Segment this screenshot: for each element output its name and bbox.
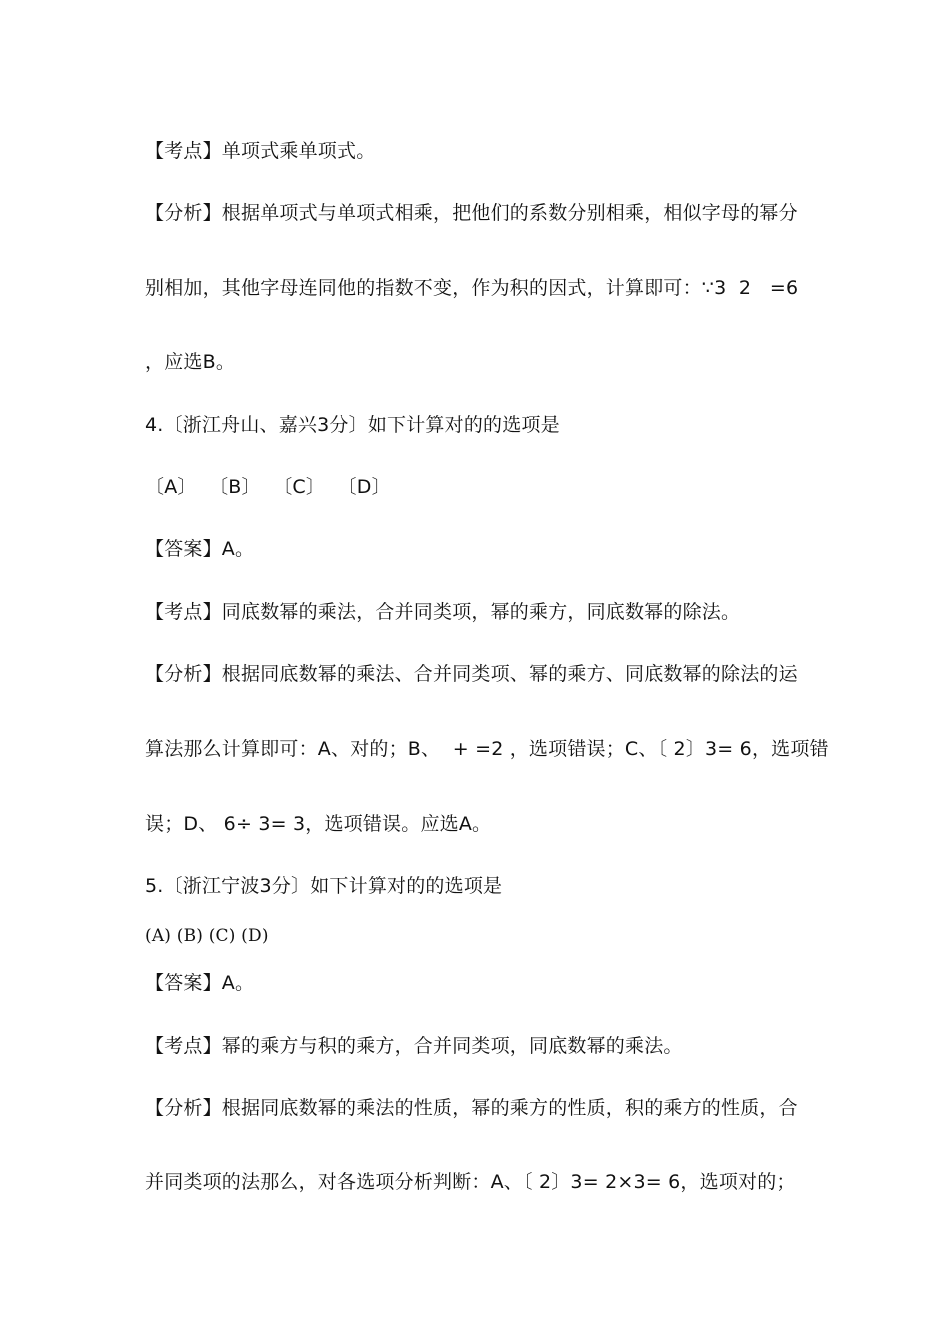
text-line-fenxi-1: 【分析】根据单项式与单项式相乘，把他们的系数分别相乘，相似字母的幂分 [145, 202, 798, 224]
question-5-kaodian: 【考点】幂的乘方与积的乘方，合并同类项，同底数幂的乘法。 [145, 1035, 683, 1057]
text-line-answer-choice-1: ，应选B。 [145, 351, 236, 373]
question-5-answer: 【答案】A。 [145, 972, 255, 994]
question-5-fenxi-cont: 并同类项的法那么，对各选项分析判断：A、〔 2〕3= 2×3= 6，选项对的； [145, 1171, 796, 1193]
question-4-fenxi-cont-1: 算法那么计算即可：A、对的；B、 + =2 ，选项错误；C、〔 2〕3= 6，选项错 [145, 738, 829, 760]
question-5-fenxi: 【分析】根据同底数幂的乘法的性质，幂的乘方的性质，积的乘方的性质，合 [145, 1097, 798, 1119]
question-4-fenxi: 【分析】根据同底数幂的乘法、合并同类项、幂的乘方、同底数幂的除法的运 [145, 663, 798, 685]
text-line-fenxi-1-cont: 别相加，其他字母连同他的指数不变，作为积的因式，计算即可：∵3 2 =6 [145, 277, 799, 299]
question-4-kaodian: 【考点】同底数幂的乘法，合并同类项，幂的乘方，同底数幂的除法。 [145, 601, 741, 623]
text-line-kaodian-1: 【考点】单项式乘单项式。 [145, 140, 376, 162]
question-4-fenxi-cont-2: 误；D、 6÷ 3= 3，选项错误。应选A。 [145, 813, 492, 835]
question-4-title: 4.〔浙江舟山、嘉兴3分〕如下计算对的的选项是 [145, 414, 560, 436]
question-5-title: 5.〔浙江宁波3分〕如下计算对的的选项是 [145, 875, 503, 897]
question-5-options: (A) (B) (C) (D) [145, 926, 269, 946]
question-4-answer: 【答案】A。 [145, 538, 255, 560]
question-4-options: 〔A〕 〔B〕 〔C〕 〔D〕 [145, 476, 391, 498]
